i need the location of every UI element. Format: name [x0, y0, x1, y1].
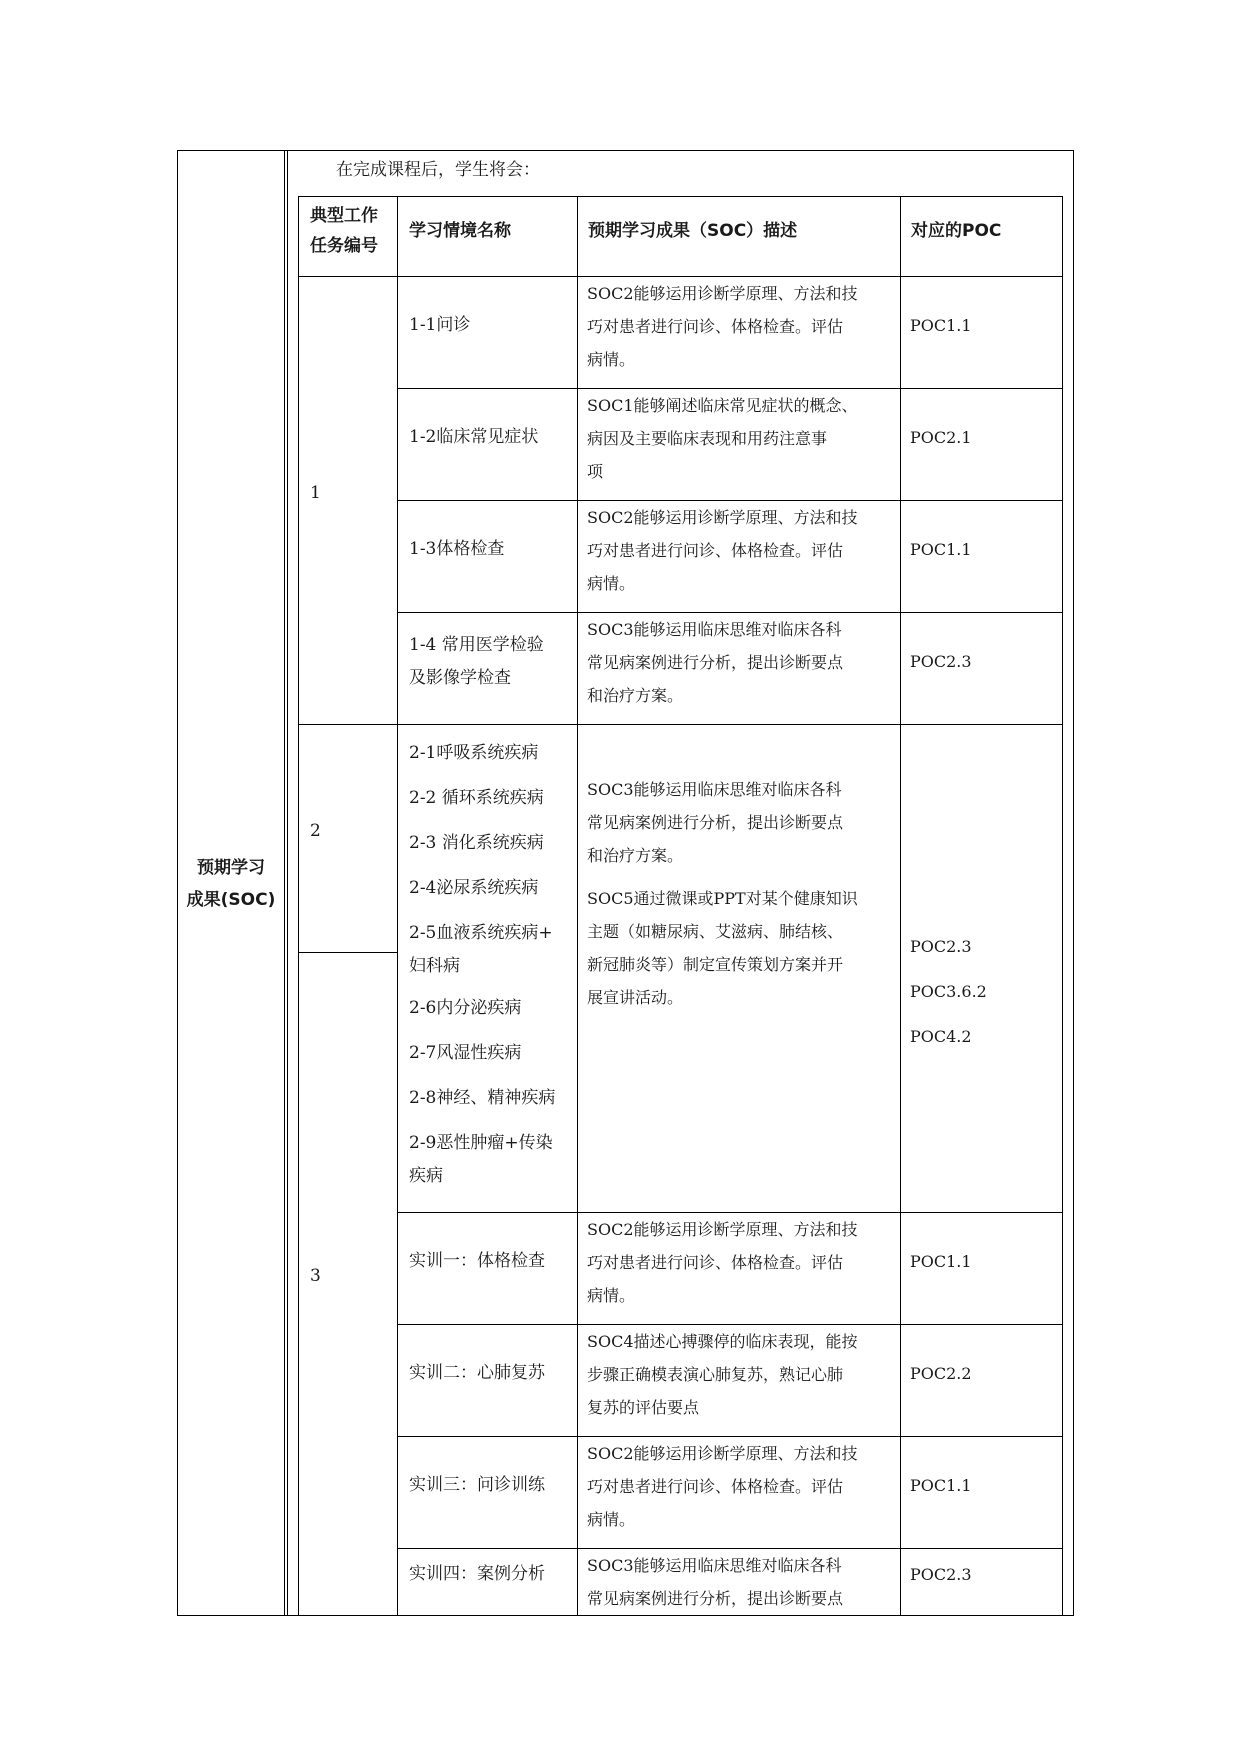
soc-cell — [587, 613, 843, 712]
header-task-id-line: 任务编号 — [310, 236, 378, 256]
soc-cell — [587, 1549, 843, 1615]
intro-text: 在完成课程后，学生将会： — [336, 160, 540, 180]
soc-line: SOC2能够运用诊断学原理、方法和技 — [587, 1220, 858, 1239]
soc-line: 病情。 — [587, 1510, 636, 1529]
side-label — [178, 852, 284, 916]
soc-line: SOC3能够运用临床思维对临床各科 — [587, 620, 842, 639]
soc-line: SOC1能够阐述临床常见症状的概念、 — [587, 396, 858, 415]
scenario-cell: 实训一：体格检查 — [409, 1251, 545, 1271]
scenario-cell: 实训三：问诊训练 — [409, 1475, 545, 1495]
soc-line: 病情。 — [587, 350, 636, 369]
header-task-id — [310, 201, 378, 261]
soc-line: SOC3能够运用临床思维对临床各科 — [587, 1556, 842, 1575]
soc-line: 巧对患者进行问诊、体格检查。评估 — [587, 317, 844, 336]
soc-cell — [587, 1213, 858, 1312]
scenario-line: 2-4泌尿系统疾病 — [409, 878, 539, 898]
side-label-line: 预期学习 — [197, 858, 265, 878]
soc-line: SOC5通过微课或PPT对某个健康知识 — [587, 889, 858, 908]
soc-line: 步骤正确模表演心肺复苏，熟记心肺 — [587, 1365, 844, 1384]
scenario-line: 2-9恶性肿瘤+传染 — [409, 1133, 553, 1153]
soc-line: 新冠肺炎等）制定宣传策划方案并开 — [587, 955, 844, 974]
poc-cell: POC2.3 — [910, 1565, 972, 1584]
soc-line: SOC2能够运用诊断学原理、方法和技 — [587, 1444, 858, 1463]
soc-cell — [587, 501, 858, 600]
soc-line: 巧对患者进行问诊、体格检查。评估 — [587, 1253, 844, 1272]
scenario-line: 2-8神经、精神疾病 — [409, 1088, 556, 1108]
soc-line: 展宣讲活动。 — [587, 988, 684, 1007]
scenario-line: 及影像学检查 — [409, 668, 511, 688]
soc-line: 和治疗方案。 — [587, 686, 684, 705]
poc-cell: POC1.1 — [910, 1476, 972, 1495]
scenario-line: 2-7风湿性疾病 — [409, 1043, 522, 1063]
header-scenario: 学习情境名称 — [409, 221, 511, 241]
scenario-cell — [409, 629, 544, 695]
scenario-line: 妇科病 — [409, 956, 460, 976]
scenario-cell: 1-3体格检查 — [409, 539, 505, 559]
poc-cell: POC2.1 — [910, 428, 972, 447]
task-id: 1 — [310, 483, 321, 503]
poc-line: POC3.6.2 — [910, 982, 987, 1001]
header-task-id-line: 典型工作 — [310, 206, 378, 226]
poc-cell: POC1.1 — [910, 316, 972, 335]
scenario-cell — [409, 731, 555, 1193]
scenario-cell: 1-2临床常见症状 — [409, 427, 539, 447]
soc-line: SOC3能够运用临床思维对临床各科 — [587, 780, 842, 799]
poc-line: POC2.3 — [910, 937, 972, 956]
soc-line: 病情。 — [587, 1286, 636, 1305]
scenario-line: 2-6内分泌疾病 — [409, 998, 522, 1018]
poc-cell: POC2.3 — [910, 652, 972, 671]
side-label-line: 成果(SOC) — [186, 890, 276, 910]
scenario-cell: 实训二：心肺复苏 — [409, 1363, 545, 1383]
soc-line: SOC2能够运用诊断学原理、方法和技 — [587, 284, 858, 303]
header-poc: 对应的POC — [911, 221, 1002, 241]
soc-cell — [587, 389, 858, 488]
soc-line: SOC4描述心搏骤停的临床表现，能按 — [587, 1332, 858, 1351]
poc-cell — [910, 924, 987, 1059]
scenario-line: 2-5血液系统疾病+ — [409, 923, 553, 943]
soc-line: 病因及主要临床表现和用药注意事 — [587, 429, 828, 448]
soc-line: SOC2能够运用诊断学原理、方法和技 — [587, 508, 858, 527]
soc-line: 常见病案例进行分析，提出诊断要点 — [587, 653, 844, 672]
soc-cell — [587, 1437, 858, 1536]
scenario-cell: 实训四：案例分析 — [409, 1564, 545, 1584]
poc-cell: POC1.1 — [910, 1252, 972, 1271]
soc-line: 巧对患者进行问诊、体格检查。评估 — [587, 1477, 844, 1496]
soc-line: 病情。 — [587, 574, 636, 593]
scenario-line: 2-2 循环系统疾病 — [409, 788, 544, 808]
scenario-cell: 1-1问诊 — [409, 315, 471, 335]
poc-line: POC4.2 — [910, 1027, 972, 1046]
scenario-line: 1-4 常用医学检验 — [409, 635, 544, 655]
soc-line: 常见病案例进行分析，提出诊断要点 — [587, 1589, 844, 1608]
soc-line: 主题（如糖尿病、艾滋病、肺结核、 — [587, 922, 844, 941]
poc-cell: POC1.1 — [910, 540, 972, 559]
scenario-line: 2-3 消化系统疾病 — [409, 833, 544, 853]
scenario-line: 2-1呼吸系统疾病 — [409, 743, 539, 763]
poc-cell: POC2.2 — [910, 1364, 972, 1383]
task-id: 2 — [310, 821, 321, 841]
soc-cell — [587, 277, 858, 376]
soc-line: 复苏的评估要点 — [587, 1398, 700, 1417]
soc-cell — [587, 1325, 858, 1424]
soc-line: 常见病案例进行分析，提出诊断要点 — [587, 813, 844, 832]
soc-line: 巧对患者进行问诊、体格检查。评估 — [587, 541, 844, 560]
scenario-line: 疾病 — [409, 1166, 443, 1186]
soc-line: 和治疗方案。 — [587, 846, 684, 865]
soc-cell — [587, 773, 858, 1014]
task-id: 3 — [310, 1266, 321, 1286]
soc-line: 项 — [587, 462, 604, 481]
header-soc: 预期学习成果（SOC）描述 — [588, 221, 798, 241]
